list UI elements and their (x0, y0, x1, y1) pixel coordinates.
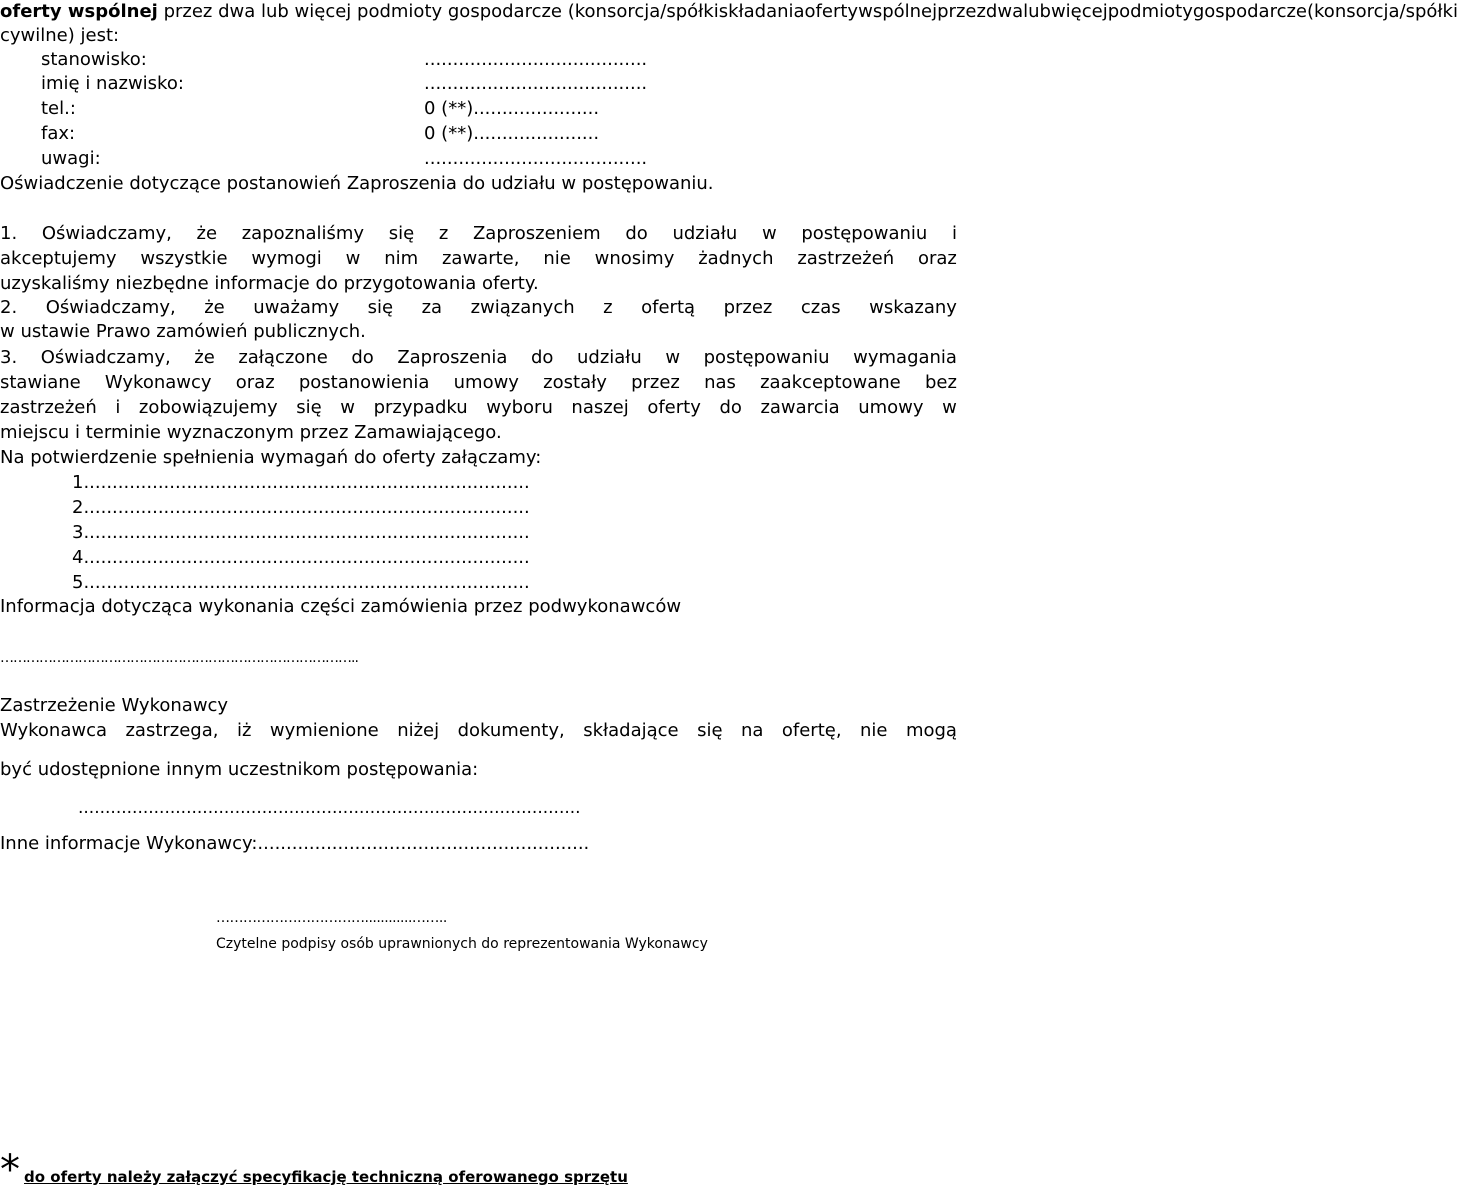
attachment-item-5: 5.............................................................................. (72, 572, 530, 593)
word: naszej (571, 397, 629, 418)
intro-bold-text: oferty wspólnej (0, 1, 158, 22)
stanowisko-field: ....................................... (424, 49, 648, 70)
word: do (351, 347, 374, 368)
word: w (340, 397, 356, 418)
imie-field: ....................................... (424, 73, 648, 94)
justified-words (0, 247, 957, 271)
tel-field: 0 (**)...................... (424, 98, 600, 119)
word: się (697, 720, 723, 741)
declaration-2-line-1 (0, 296, 957, 320)
word: zobowiązujemy (138, 397, 278, 418)
word: w (665, 347, 681, 368)
word: dokumenty, (457, 720, 565, 741)
word: dwa (985, 1, 1024, 22)
justified-words (719, 0, 1458, 24)
word: w (345, 248, 361, 269)
word: i (951, 223, 957, 244)
reservation-heading: Zastrzeżenie Wykonawcy (0, 695, 229, 716)
word: postępowaniu (703, 347, 830, 368)
word: że (194, 347, 215, 368)
word: oferty (647, 397, 701, 418)
word: bez (924, 372, 957, 393)
word: Wykonawca (0, 720, 108, 741)
attachment-item-4: 4.............................................................................. (72, 547, 530, 568)
uwagi-label: uwagi: (41, 148, 101, 169)
word: zastrzega, (125, 720, 219, 741)
justified-words (0, 222, 957, 246)
word: stawiane (0, 372, 81, 393)
word: ofertę, (781, 720, 842, 741)
word: uważamy (253, 297, 340, 318)
declaration-3-line-4: miejscu i terminie wyznaczonym przez Zamawiającego. (0, 422, 502, 443)
tel-label: tel.: (41, 98, 76, 119)
word: Zaproszeniem (472, 223, 601, 244)
word: wymienione (269, 720, 379, 741)
word: związanych (470, 297, 575, 318)
word: oraz (917, 248, 957, 269)
word: 1. (0, 223, 18, 244)
word: nas (704, 372, 736, 393)
word: przypadku (373, 397, 468, 418)
word: do (719, 397, 742, 418)
word: na (740, 720, 764, 741)
word: postanowienia (298, 372, 430, 393)
word: że (196, 223, 218, 244)
word: wymagania (853, 347, 957, 368)
word: Wykonawcy (104, 372, 212, 393)
word: się (367, 297, 394, 318)
word: nim (384, 248, 419, 269)
word: 3. (0, 347, 18, 368)
intro-line-2: cywilne) jest: (0, 25, 120, 46)
word: się (388, 223, 415, 244)
word: przez (723, 297, 773, 318)
word: z (438, 223, 449, 244)
word: składające (583, 720, 679, 741)
word: wszystkie (140, 248, 228, 269)
word: 2. (0, 297, 18, 318)
word: akceptujemy (0, 248, 117, 269)
word: Oświadczamy, (40, 347, 171, 368)
word: Oświadczamy, (45, 297, 176, 318)
imie-label: imię i nazwisko: (41, 73, 184, 94)
word: Zaproszenia (397, 347, 508, 368)
footnote-text: do oferty należy załączyć specyfikację techniczną oferowanego sprzętu (24, 1168, 628, 1186)
fax-field: 0 (**)...................... (424, 123, 600, 144)
declaration-1-line-1 (0, 222, 957, 246)
word: z (603, 297, 613, 318)
intro-line-1-text (0, 0, 719, 24)
word: zastrzeżeń (797, 248, 895, 269)
word: ofertą (641, 297, 696, 318)
word: podmioty (1107, 1, 1193, 22)
word: przez (631, 372, 680, 393)
word: i (115, 397, 121, 418)
justified-words (0, 719, 957, 743)
word: zawarte, (441, 248, 520, 269)
attachment-item-3: 3.............................................................................. (72, 522, 530, 543)
word: w (761, 223, 777, 244)
subcontractors-dots: ……………………………………………………………………….. (0, 650, 358, 666)
word: mogą (905, 720, 957, 741)
fax-label: fax: (41, 123, 76, 144)
word: czas (800, 297, 841, 318)
stanowisko-label: stanowisko: (41, 49, 147, 70)
word: zaakceptowane (760, 372, 901, 393)
word: wyboru (486, 397, 553, 418)
word: do (625, 223, 648, 244)
word: Oświadczamy, (41, 223, 172, 244)
word: za (421, 297, 443, 318)
word: wymogi (251, 248, 322, 269)
intro-line-1 (0, 0, 1458, 24)
attachments-heading: Na potwierdzenie spełnienia wymagań do oferty załączamy: (0, 447, 542, 468)
word: udziału (576, 347, 642, 368)
word: oferty (804, 1, 859, 22)
word: iż (236, 720, 252, 741)
word: przez (937, 1, 986, 22)
justified-words (0, 346, 957, 370)
declaration-3-line-2 (0, 371, 957, 395)
word: że (204, 297, 225, 318)
declaration-2-line-2: w ustawie Prawo zamówień publicznych. (0, 321, 366, 342)
word: zawarcia (760, 397, 840, 418)
declaration-1-line-3: uzyskaliśmy niezbędne informacje do przygotowania oferty. (0, 273, 539, 294)
reservation-line-1 (0, 719, 957, 743)
word: składania (718, 1, 805, 22)
attachment-item-1: 1.............................................................................. (72, 472, 530, 493)
word: załączone (238, 347, 328, 368)
word: wskazany (869, 297, 957, 318)
justified-words (0, 396, 957, 420)
word: (konsorcja/spółki (1307, 1, 1458, 22)
word: niżej (397, 720, 440, 741)
justified-words (0, 371, 957, 395)
word: postępowaniu (801, 223, 928, 244)
word: udziału (672, 223, 738, 244)
word: umowy (858, 397, 924, 418)
reservation-line-2: być udostępnione innym uczestnikom postępowania: (0, 759, 479, 780)
subcontractors-heading: Informacja dotycząca wykonania części zamówienia przez podwykonawców (0, 596, 682, 617)
word: żadnych (698, 248, 774, 269)
word: nie (543, 248, 571, 269)
word: się (296, 397, 322, 418)
word: gospodarcze (1192, 1, 1307, 22)
uwagi-field: ....................................... (424, 148, 648, 169)
word: zostały (543, 372, 607, 393)
declaration-3-line-1 (0, 346, 957, 370)
word: w (942, 397, 957, 418)
signature-dots: ……………………………............…….. (216, 910, 447, 926)
attachment-item-2: 2.............................................................................. (72, 497, 530, 518)
other-info: Inne informacje Wykonawcy:.......................................................... (0, 833, 590, 854)
word: zastrzeżeń (0, 397, 97, 418)
declaration-3-line-3 (0, 396, 957, 420)
intro-text-post: przez dwa lub więcej podmioty gospodarcze (konsorcja/spółki (157, 1, 719, 22)
justified-words (0, 296, 957, 320)
word: do (531, 347, 554, 368)
word: wnosimy (594, 248, 675, 269)
signature-caption: Czytelne podpisy osób uprawnionych do reprezentowania Wykonawcy (216, 936, 708, 952)
word: oraz (235, 372, 275, 393)
word: umowy (453, 372, 519, 393)
word: zapoznaliśmy (241, 223, 365, 244)
word: lub (1023, 1, 1051, 22)
declaration-1-line-2 (0, 247, 957, 271)
word: nie (860, 720, 888, 741)
declaration-heading: Oświadczenie dotyczące postanowień Zaproszenia do udziału w postępowaniu. (0, 173, 714, 194)
footnote-asterisk: * (0, 1147, 20, 1193)
reservation-dots: ............................................................................................. (78, 798, 581, 818)
word: więcej (1050, 1, 1108, 22)
word: wspólnej (858, 1, 938, 22)
